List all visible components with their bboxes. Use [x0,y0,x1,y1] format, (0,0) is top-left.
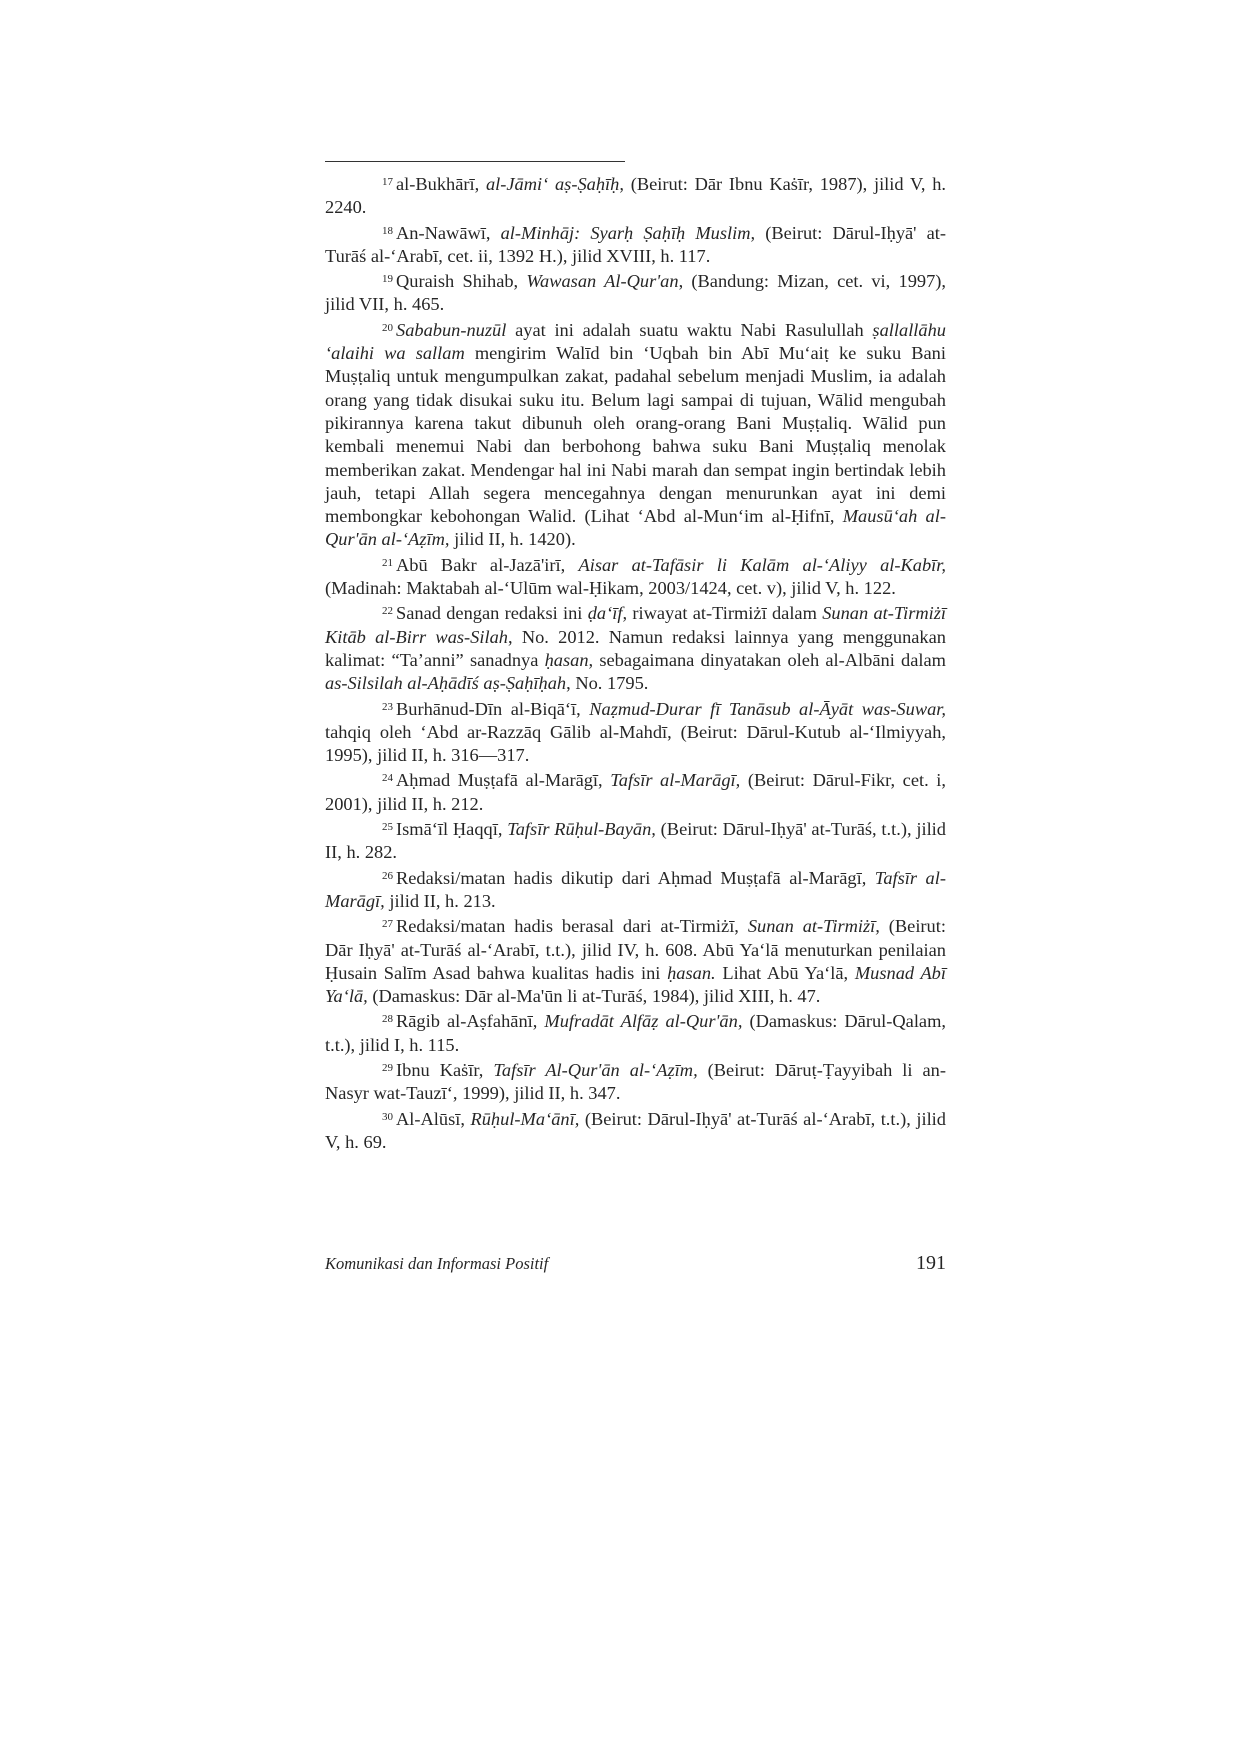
footnote-text: , No. 2012. Namun redaksi lainnya yang menggunakan kalimat: “Ta’anni” sanadnya [325,626,946,670]
footnote-title: al-Minhāj: Syarḥ Ṣaḥīḥ Muslim, [500,222,756,243]
footnote-title: Naẓmud-Durar fī Tanāsub al-Āyāt was-Suwar, [589,698,947,719]
footnote [325,1059,946,1106]
footnote-number: 18 [382,224,393,237]
footnote-number: 26 [382,869,393,882]
footnote [325,602,946,695]
page-number: 191 [916,1252,946,1274]
footnote-text: Lihat Abū Ya‘lā, [715,962,855,983]
footnote-number: 23 [382,700,393,713]
footnote [325,915,946,1008]
footnote [325,698,946,768]
footnote-text: (Beirut: Dār Iḥyā' at-Turāś al-‘Arabī, t.t.), jilid IV, h. 608. Abū Ya‘lā menuturkan penilaian Ḥusain Salīm Asad bahwa kualitas hadis ini [325,916,946,983]
footnote-title: Tafsīr al-Marāgī, [610,770,741,791]
footnote-text: An-Nawāwī, [396,222,501,243]
footnote-text: jilid II, h. 1420). [449,529,576,550]
footnote [325,1010,946,1057]
footnote-number: 28 [382,1013,393,1026]
footnote-title: Aisar at-Tafāsir li Kalām al-‘Aliyy al-Kabīr, [578,554,946,575]
footnote [325,270,946,317]
footnote-text: , No. 1795. [566,673,649,694]
footnote-title: al-Jāmi‘ aṣ-Ṣaḥīḥ, [485,174,624,194]
footnote-text: (Beirut: Dārul-Iḥyā' at-Turāś al-‘Arabī, t.t.), jilid V, h. 69. [325,1108,946,1152]
footnote [325,222,946,269]
footnote-text: (Damaskus: Dārul-Qalam, t.t.), jilid I, h. 115. [325,1011,946,1055]
footnote-text: ayat ini adalah suatu waktu Nabi Rasulullah [506,319,873,340]
footnote-title: Sunan at-Tirmiżī, [747,916,880,937]
footnote-title: Sunan at-Tirmiżī Kitāb al-Birr was-Silah [325,603,947,647]
running-title: Komunikasi dan Informasi Positif [325,1254,549,1273]
footnote-text: sebagaimana dinyatakan oleh al-Albāni dalam [593,649,946,670]
footnote-title: ḥasan. [667,962,716,983]
footnote-number: 19 [382,273,393,286]
footnote-title: Rūḥul-Ma‘ānī, [470,1108,580,1129]
footnote [325,319,946,552]
footnote-number: 17 [382,176,393,188]
footnote-text: jilid II, h. 213. [384,890,496,911]
footnote-text: Redaksi/matan hadis berasal dari at-Tirmiżī, [396,916,748,937]
footnote-title: Wawasan Al-Qur'an [526,271,679,292]
footnote-title: Tafsīr Rūḥul-Bayān, [507,819,656,840]
footnote-text: (Beirut: Dārul-Iḥyā' at-Turāś al-‘Arabī, cet. ii, 1392 H.), jilid XVIII, h. 117. [325,222,946,266]
footnote-title: ṣallallāhu ‘alaihi wa sallam [325,319,946,364]
footnote-title: Mausū‘ah al-Qur'ān al-‘Aẓīm, [325,506,946,550]
footnote [325,769,946,816]
footnote-text: Quraish Shihab, [396,271,527,292]
footnote-number: 21 [382,556,393,569]
footnote-number: 29 [382,1061,393,1074]
footnote-text: (Beirut: Dārul-Iḥyā' at-Turāś, t.t.), jilid II, h. 282. [325,819,946,863]
footnote-text: riwayat at-Tirmiżī dalam [627,603,823,624]
footnote-text: (Beirut: Dār Ibnu Kaṡīr, 1987), jilid V, h. 2240. [325,174,947,218]
footnote-text: tahqiq oleh ‘Abd ar-Razzāq Gālib al-Mahdī, (Beirut: Dārul-Kutub al-‘Ilmiyyah, 1995), jilid II, h. 316—317. [325,721,946,766]
footnote-title: as-Silsilah al-Aḥādīś aṣ-Ṣaḥīḥah [325,673,567,694]
footnote-title: Sababun-nuzūl [396,319,507,340]
footnote-text: , (Bandung: Mizan, cet. vi, 1997), jilid VII, h. 465. [325,271,946,315]
footnote-title: Tafsīr Al-Qur'ān al-‘Aẓīm, [493,1059,698,1080]
footnote [325,1108,946,1155]
footnote-number: 20 [382,321,393,334]
footnote-title: ḥasan, [544,649,594,670]
footnote-text: Redaksi/matan hadis dikutip dari Aḥmad Muṣṭafā al-Marāgī, [396,867,875,888]
footnote-number: 27 [382,918,393,931]
footnote [325,554,946,601]
footnotes-section [325,173,946,1156]
footnote-text: (Madinah: Maktabah al-‘Ulūm wal-Ḥikam, 2003/1424, cet. v), jilid V, h. 122. [325,578,896,599]
footnote-text: Aḥmad Muṣṭafā al-Marāgī, [396,770,611,791]
footnote-text: Al-Alūsī, [396,1108,471,1129]
footnote-text: Rāgib al-Aṣfahānī, [396,1011,545,1032]
footnote-number: 24 [382,772,393,785]
footnote-number: 22 [382,605,393,618]
footnote-text: (Beirut: Dārul-Fikr, cet. i, 2001), jilid II, h. 212. [325,770,946,814]
footnote-title: Tafsīr al-Marāgī, [325,867,946,911]
footnote-text: Sanad dengan redaksi ini [396,603,588,624]
footnote-text: Ibnu Kaṡīr, [396,1059,494,1080]
footnote-text: Burhānud-Dīn al-Biqā‘ī, [396,698,590,719]
footnote [325,173,946,220]
footnote-text: Ismā‘īl Ḥaqqī, [396,819,508,840]
footnote-number: 25 [382,821,393,834]
footnote-text: (Damaskus: Dār al-Ma'ūn li at-Turāś, 1984), jilid XIII, h. 47. [367,986,821,1007]
footnote-text: al-Bukhārī, [396,174,486,194]
footnote-separator [325,161,625,162]
page-footer [325,1254,946,1280]
footnote [325,818,946,865]
footnote-text: mengirim Walīd bin ‘Uqbah bin Abī Mu‘aiṭ ke suku Bani Muṣṭaliq untuk mengumpulkan zakat, padahal sebelum menjadi Muslim, ia adalah orang yang tidak disukai suku itu. Belum lagi sampai di tujuan, Wālid mengubah pikirannya karena takut dibunuh oleh orang-orang Bani Muṣṭaliq. Wālid pun kembali menemui Nabi dan berbohong bahwa suku Bani Muṣṭaliq menolak memberikan zakat. Mendengar hal ini Nabi marah dan sempat ingin bertindak lebih jauh, tetapi Allah segera mencegahnya dengan menurunkan ayat ini demi membongkar kebohongan Walid. (Lihat ‘Abd al-Mun‘im al-Ḥifnī, [325,343,946,527]
footnote-title: ḍa‘īf, [587,603,628,624]
footnote-title: Musnad Abī Ya‘lā, [325,962,946,1007]
footnote-text: (Beirut: Dāruṭ-Ṭayyibah li an-Nasyr wat-Tauzī‘, 1999), jilid II, h. 347. [325,1059,946,1104]
footnote-number: 30 [382,1110,393,1123]
footnote [325,867,946,914]
footnote-text: Abū Bakr al-Jazā'irī, [396,554,579,575]
footnote-title: Mufradāt Alfāẓ al-Qur'ān, [544,1011,743,1032]
